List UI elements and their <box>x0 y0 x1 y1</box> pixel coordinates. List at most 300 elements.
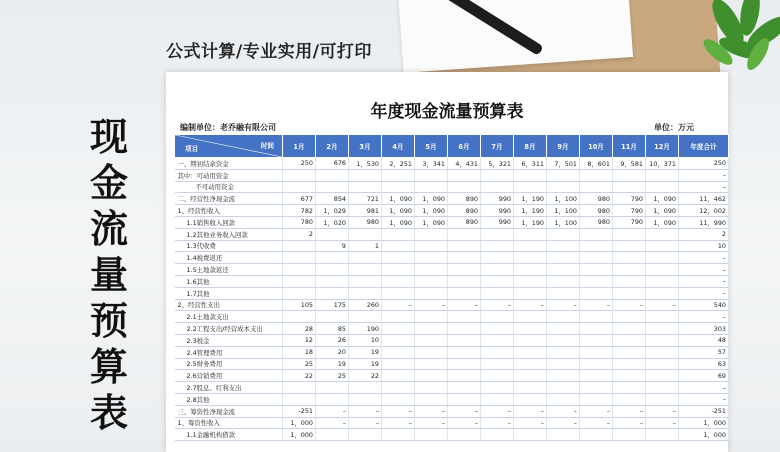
compiling-unit: 编制单位：老乔融有限公司 <box>180 123 276 132</box>
table-cell <box>646 287 679 299</box>
row-label: 1.4税费返还 <box>175 252 283 264</box>
table-cell <box>448 169 481 181</box>
table-cell <box>316 275 349 287</box>
table-cell <box>547 346 580 358</box>
table-cell <box>283 287 316 299</box>
table-cell: 25 <box>316 370 349 382</box>
table-cell <box>382 240 415 252</box>
table-cell <box>382 169 415 181</box>
budget-sheet <box>166 72 728 452</box>
table-cell: – <box>613 405 646 417</box>
table-cell: 19 <box>349 346 382 358</box>
row-label: 2.1土地款支出 <box>175 311 283 323</box>
table-cell: – <box>448 405 481 417</box>
column-header: 7月 <box>481 135 514 158</box>
table-cell <box>316 169 349 181</box>
table-cell: – <box>382 299 415 311</box>
table-cell <box>547 240 580 252</box>
table-cell: 19 <box>349 358 382 370</box>
table-cell: – <box>481 405 514 417</box>
row-label: 1.6其他 <box>175 275 283 287</box>
table-row <box>175 181 729 193</box>
table-cell <box>349 393 382 405</box>
table-cell <box>349 311 382 323</box>
table-cell <box>382 323 415 335</box>
table-cell: 980 <box>580 193 613 205</box>
table-cell: 11，990 <box>679 216 729 228</box>
table-cell <box>382 287 415 299</box>
table-cell <box>613 382 646 394</box>
column-header: 5月 <box>415 135 448 158</box>
table-cell <box>481 358 514 370</box>
table-cell: 8，601 <box>580 158 613 170</box>
table-cell <box>316 181 349 193</box>
vertical-title <box>88 114 130 436</box>
table-cell <box>283 393 316 405</box>
table-cell: 85 <box>316 323 349 335</box>
table-row <box>175 299 729 311</box>
table-cell <box>382 346 415 358</box>
table-cell <box>580 323 613 335</box>
table-cell <box>349 228 382 240</box>
table-cell: – <box>580 417 613 429</box>
table-cell <box>547 181 580 193</box>
table-cell: – <box>580 299 613 311</box>
table-cell <box>547 169 580 181</box>
table-cell <box>646 370 679 382</box>
table-cell <box>580 370 613 382</box>
table-cell: 4，431 <box>448 158 481 170</box>
column-header: 12月 <box>646 135 679 158</box>
table-cell: 1，090 <box>415 205 448 217</box>
table-cell <box>613 264 646 276</box>
table-cell: – <box>679 252 729 264</box>
row-label: 一、期初结余资金 <box>175 158 283 170</box>
table-cell <box>580 228 613 240</box>
table-cell: – <box>679 311 729 323</box>
table-cell: 22 <box>349 370 382 382</box>
table-cell <box>316 228 349 240</box>
table-cell: 175 <box>316 299 349 311</box>
vertical-title-char: 量 <box>89 253 128 297</box>
table-cell: 190 <box>349 323 382 335</box>
table-cell: 10 <box>679 240 729 252</box>
table-cell <box>613 429 646 441</box>
table-cell <box>514 346 547 358</box>
table-cell: – <box>415 299 448 311</box>
column-header: 2月 <box>316 135 349 158</box>
table-cell <box>349 275 382 287</box>
table-cell: – <box>679 275 729 287</box>
table-cell <box>514 358 547 370</box>
table-cell: 260 <box>349 299 382 311</box>
table-cell: 20 <box>316 346 349 358</box>
table-cell <box>448 358 481 370</box>
table-cell: 1，029 <box>316 205 349 217</box>
table-cell <box>283 252 316 264</box>
table-cell <box>283 264 316 276</box>
table-cell: 1，530 <box>349 158 382 170</box>
table-cell <box>580 240 613 252</box>
table-cell <box>547 311 580 323</box>
table-cell: – <box>679 382 729 394</box>
row-label: 不可动用资金 <box>175 181 283 193</box>
table-cell: – <box>481 299 514 311</box>
table-cell <box>382 358 415 370</box>
table-cell <box>580 429 613 441</box>
table-cell <box>448 240 481 252</box>
table-cell: 12 <box>283 334 316 346</box>
vertical-title-char: 现 <box>89 115 128 159</box>
table-cell: – <box>646 417 679 429</box>
table-cell <box>382 334 415 346</box>
table-cell: 1，090 <box>382 216 415 228</box>
table-cell <box>514 228 547 240</box>
column-header: 1月 <box>283 135 316 158</box>
table-cell <box>547 264 580 276</box>
table-cell <box>481 334 514 346</box>
table-cell: – <box>646 299 679 311</box>
table-cell <box>448 264 481 276</box>
table-cell: 2，251 <box>382 158 415 170</box>
table-cell: – <box>679 181 729 193</box>
table-cell: 1，000 <box>679 429 729 441</box>
table-cell <box>547 334 580 346</box>
table-row <box>175 358 729 370</box>
row-label: 二、经营性净现金流 <box>175 193 283 205</box>
table-cell: – <box>448 417 481 429</box>
table-row <box>175 240 729 252</box>
table-cell <box>481 382 514 394</box>
table-cell: -251 <box>679 405 729 417</box>
table-cell: – <box>415 417 448 429</box>
table-cell: 10 <box>349 334 382 346</box>
table-row <box>175 228 729 240</box>
table-cell <box>580 252 613 264</box>
table-cell <box>481 169 514 181</box>
table-cell: 1，090 <box>382 205 415 217</box>
corner-header <box>175 135 283 158</box>
table-row <box>175 311 729 323</box>
table-cell <box>316 311 349 323</box>
table-cell <box>283 311 316 323</box>
table-cell: 1，090 <box>646 193 679 205</box>
table-cell <box>481 240 514 252</box>
table-cell <box>349 181 382 193</box>
table-cell <box>514 252 547 264</box>
row-label: 1.1销售收入回款 <box>175 216 283 228</box>
table-cell: 780 <box>283 216 316 228</box>
table-cell: 5，321 <box>481 158 514 170</box>
column-header: 6月 <box>448 135 481 158</box>
table-cell <box>613 252 646 264</box>
table-cell: 980 <box>349 216 382 228</box>
table-cell: 677 <box>283 193 316 205</box>
corner-item-label: 项目 <box>185 145 199 153</box>
table-cell <box>349 287 382 299</box>
table-cell: 1，100 <box>547 216 580 228</box>
table-cell <box>382 181 415 193</box>
table-cell <box>646 429 679 441</box>
table-cell <box>580 311 613 323</box>
table-cell <box>415 311 448 323</box>
table-cell: 1 <box>349 240 382 252</box>
table-cell: -251 <box>283 405 316 417</box>
row-label: 1.5土地款返还 <box>175 264 283 276</box>
table-header-row <box>175 135 729 158</box>
vertical-title-char: 预 <box>89 299 128 343</box>
row-label: 2.6营销费用 <box>175 370 283 382</box>
table-cell <box>415 252 448 264</box>
table-cell <box>547 429 580 441</box>
table-cell <box>580 393 613 405</box>
column-header: 3月 <box>349 135 382 158</box>
table-cell: – <box>613 417 646 429</box>
table-row <box>175 405 729 417</box>
table-cell <box>481 311 514 323</box>
table-cell: 1，190 <box>514 216 547 228</box>
table-cell <box>448 287 481 299</box>
table-cell: – <box>514 405 547 417</box>
table-cell <box>382 429 415 441</box>
table-cell <box>613 334 646 346</box>
table-cell: 1，090 <box>382 193 415 205</box>
row-label: 1.3代收费 <box>175 240 283 252</box>
table-cell: – <box>547 299 580 311</box>
table-cell <box>514 287 547 299</box>
table-cell <box>481 181 514 193</box>
table-cell <box>415 169 448 181</box>
table-cell <box>613 323 646 335</box>
table-cell <box>514 311 547 323</box>
table-cell: 1，090 <box>415 216 448 228</box>
table-cell: – <box>679 393 729 405</box>
table-cell: 981 <box>349 205 382 217</box>
table-cell <box>481 275 514 287</box>
table-cell: 19 <box>316 358 349 370</box>
table-cell <box>613 275 646 287</box>
table-cell: 1，090 <box>415 193 448 205</box>
table-cell <box>481 287 514 299</box>
table-cell <box>316 287 349 299</box>
table-cell: – <box>646 405 679 417</box>
table-cell: 990 <box>481 216 514 228</box>
table-cell <box>646 252 679 264</box>
table-cell <box>283 169 316 181</box>
table-cell <box>415 346 448 358</box>
table-cell <box>382 275 415 287</box>
table-cell: 105 <box>283 299 316 311</box>
table-cell <box>481 393 514 405</box>
table-cell <box>580 169 613 181</box>
table-cell <box>646 264 679 276</box>
table-cell <box>415 334 448 346</box>
row-label: 2.4管理费用 <box>175 346 283 358</box>
table-cell <box>316 264 349 276</box>
table-cell <box>646 323 679 335</box>
table-cell <box>613 393 646 405</box>
table-cell: 69 <box>679 370 729 382</box>
table-cell <box>448 382 481 394</box>
table-cell <box>382 252 415 264</box>
table-cell <box>646 334 679 346</box>
table-cell <box>613 370 646 382</box>
row-label: 其中：可动用资金 <box>175 169 283 181</box>
table-cell <box>547 393 580 405</box>
table-row <box>175 429 729 441</box>
table-cell <box>415 323 448 335</box>
table-row <box>175 216 729 228</box>
table-cell <box>283 181 316 193</box>
table-cell: 782 <box>283 205 316 217</box>
table-cell <box>613 169 646 181</box>
table-cell <box>448 311 481 323</box>
table-row <box>175 417 729 429</box>
table-cell: 990 <box>481 205 514 217</box>
table-cell <box>349 382 382 394</box>
table-cell <box>448 181 481 193</box>
table-cell <box>316 252 349 264</box>
table-cell: 250 <box>679 158 729 170</box>
table-cell <box>415 370 448 382</box>
table-cell <box>547 275 580 287</box>
table-cell <box>646 311 679 323</box>
table-cell: 250 <box>283 158 316 170</box>
table-cell <box>415 393 448 405</box>
table-cell: 854 <box>316 193 349 205</box>
table-cell: 2 <box>283 228 316 240</box>
table-cell <box>448 370 481 382</box>
table-cell <box>448 275 481 287</box>
table-cell <box>547 358 580 370</box>
table-cell: 63 <box>679 358 729 370</box>
table-cell: 1，000 <box>679 417 729 429</box>
table-cell: 9，581 <box>613 158 646 170</box>
table-cell <box>382 264 415 276</box>
row-label: 2.7股息、红利支出 <box>175 382 283 394</box>
table-cell: 890 <box>448 216 481 228</box>
table-cell: 2 <box>679 228 729 240</box>
table-cell: 890 <box>448 205 481 217</box>
table-cell <box>283 275 316 287</box>
table-row <box>175 323 729 335</box>
tagline: 公式计算/专业实用/可打印 <box>166 42 372 62</box>
vertical-title-char: 流 <box>89 207 128 251</box>
table-cell <box>316 382 349 394</box>
table-cell: – <box>349 417 382 429</box>
table-cell <box>349 252 382 264</box>
table-cell <box>514 370 547 382</box>
table-cell <box>481 346 514 358</box>
table-cell <box>415 275 448 287</box>
table-row <box>175 275 729 287</box>
table-cell <box>646 169 679 181</box>
table-cell: 22 <box>283 370 316 382</box>
table-cell <box>382 382 415 394</box>
row-label: 1.7其他 <box>175 287 283 299</box>
table-cell <box>613 311 646 323</box>
table-cell <box>415 382 448 394</box>
column-header: 9月 <box>547 135 580 158</box>
table-cell <box>514 275 547 287</box>
table-cell <box>448 323 481 335</box>
table-cell: – <box>349 405 382 417</box>
table-row <box>175 393 729 405</box>
table-cell <box>547 370 580 382</box>
table-cell <box>415 228 448 240</box>
table-cell <box>481 252 514 264</box>
table-cell: 1，100 <box>547 193 580 205</box>
table-cell <box>415 181 448 193</box>
table-row <box>175 287 729 299</box>
table-cell: 25 <box>283 358 316 370</box>
cash-flow-table <box>174 134 729 441</box>
table-cell: 990 <box>481 193 514 205</box>
table-cell <box>481 264 514 276</box>
table-cell: 721 <box>349 193 382 205</box>
table-cell: 28 <box>283 323 316 335</box>
table-row <box>175 252 729 264</box>
table-cell: 10，371 <box>646 158 679 170</box>
table-cell: 7，501 <box>547 158 580 170</box>
table-cell <box>646 382 679 394</box>
table-cell <box>481 323 514 335</box>
table-cell <box>613 346 646 358</box>
table-cell <box>481 228 514 240</box>
table-cell: 1，020 <box>316 216 349 228</box>
table-cell: 790 <box>613 216 646 228</box>
table-cell: – <box>514 417 547 429</box>
table-cell <box>646 240 679 252</box>
table-cell: – <box>382 417 415 429</box>
table-cell <box>547 252 580 264</box>
table-cell <box>382 228 415 240</box>
table-cell: 890 <box>448 193 481 205</box>
corner-time-label: 时间 <box>260 142 274 150</box>
table-cell <box>514 181 547 193</box>
table-cell <box>646 275 679 287</box>
table-cell <box>646 228 679 240</box>
sheet-title: 年度现金流量预算表 <box>370 102 524 122</box>
table-cell <box>382 393 415 405</box>
table-row <box>175 158 729 170</box>
table-cell: 18 <box>283 346 316 358</box>
table-cell: – <box>679 287 729 299</box>
table-cell <box>448 228 481 240</box>
table-row <box>175 205 729 217</box>
table-cell: 12，002 <box>679 205 729 217</box>
table-cell: 1，000 <box>283 417 316 429</box>
vertical-title-char: 金 <box>89 161 128 205</box>
table-cell <box>448 346 481 358</box>
table-cell <box>547 323 580 335</box>
table-cell <box>547 382 580 394</box>
table-cell <box>646 358 679 370</box>
table-cell: – <box>613 299 646 311</box>
table-cell: – <box>316 405 349 417</box>
vertical-title-char: 算 <box>89 345 128 389</box>
table-cell <box>580 358 613 370</box>
table-cell: 1，090 <box>646 216 679 228</box>
table-cell: 1，000 <box>283 429 316 441</box>
table-cell: – <box>547 405 580 417</box>
table-cell <box>613 228 646 240</box>
table-cell <box>613 358 646 370</box>
table-cell <box>448 393 481 405</box>
table-cell <box>547 287 580 299</box>
table-cell <box>580 287 613 299</box>
table-cell <box>514 240 547 252</box>
